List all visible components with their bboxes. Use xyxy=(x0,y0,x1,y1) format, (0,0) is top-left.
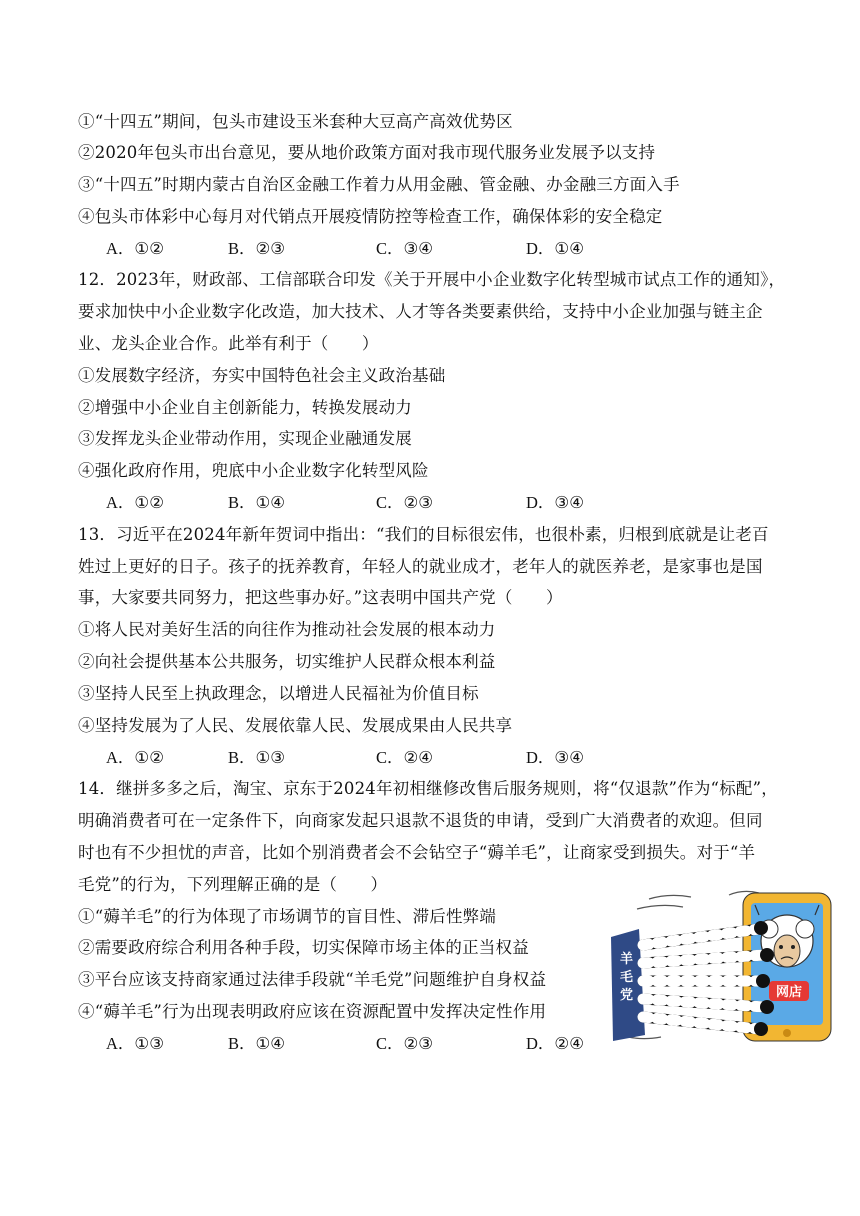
q12-statement-1: ①发展数字经济，夯实中国特色社会主义政治基础 xyxy=(78,366,446,385)
q14-option-a[interactable]: A．①③ xyxy=(106,1034,165,1053)
q12-stem-line-3: 业、龙头企业合作。此举有利于（ ） xyxy=(78,334,379,353)
q14-option-c[interactable]: C．②③ xyxy=(376,1034,434,1053)
q13-statement-4: ④坚持发展为了人民、发展依靠人民、发展成果由人民共享 xyxy=(78,716,513,735)
q13-statement-3: ③坚持人民至上执政理念，以增进人民福祉为价值目标 xyxy=(78,684,479,703)
q14-statement-4: ④“薅羊毛”行为出现表明政府应该在资源配置中发挥决定性作用 xyxy=(78,1002,547,1021)
q11-statement-1: ①“十四五”期间，包头市建设玉米套种大豆高产高效优势区 xyxy=(78,112,513,131)
q12-stem-line-1: 12．2023年，财政部、工信部联合印发《关于开展中小企业数字化转型城市试点工作的通知》， xyxy=(78,270,786,289)
q12-statement-3: ③发挥龙头企业带动作用，实现企业融通发展 xyxy=(78,429,412,448)
q12-option-b[interactable]: B．①④ xyxy=(228,493,286,512)
q14-stem-line-2: 明确消费者可在一定条件下，向商家发起只退款不退货的申请，受到广大消费者的欢迎。但同 xyxy=(78,811,763,830)
q13-option-d[interactable]: D．③④ xyxy=(526,748,585,767)
q14-options xyxy=(78,1034,638,1054)
sleeve-char-2: 毛 xyxy=(620,970,634,985)
q11-option-c[interactable]: C．③④ xyxy=(376,239,434,258)
wool-party-cartoon xyxy=(609,885,837,1045)
q13-stem-line-1: 13．习近平在2024年新年贺词中指出：“我们的目标很宏伟，也很朴素，归根到底就是让老百 xyxy=(78,525,769,544)
sleeve-char-3: 党 xyxy=(620,988,634,1003)
q14-option-b[interactable]: B．①④ xyxy=(228,1034,286,1053)
q12-stem-line-2: 要求加快中小企业数字化改造，加大技术、人才等各类要素供给，支持中小企业加强与链主企 xyxy=(78,302,763,321)
q13-option-a[interactable]: A．①② xyxy=(106,748,165,767)
q11-statement-4: ④包头市体彩中心每月对代销点开展疫情防控等检查工作，确保体彩的安全稳定 xyxy=(78,207,663,226)
q13-options xyxy=(78,748,638,768)
q14-statement-3: ③平台应该支持商家通过法律手段就“羊毛党”问题维护自身权益 xyxy=(78,970,547,989)
q12-statement-4: ④强化政府作用，兜底中小企业数字化转型风险 xyxy=(78,461,429,480)
q13-option-c[interactable]: C．②④ xyxy=(376,748,434,767)
q13-option-b[interactable]: B．①③ xyxy=(228,748,286,767)
q12-options xyxy=(78,493,638,513)
q11-option-a[interactable]: A．①② xyxy=(106,239,165,258)
q11-option-d[interactable]: D．①④ xyxy=(526,239,585,258)
q14-statement-1: ①“薅羊毛”的行为体现了市场调节的盲目性、滞后性弊端 xyxy=(78,907,497,926)
q11-option-b[interactable]: B．②③ xyxy=(228,239,286,258)
q11-statement-2: ②2020年包头市出台意见，要从地价政策方面对我市现代服务业发展予以支持 xyxy=(78,143,656,162)
q14-stem-line-1: 14．继拼多多之后，淘宝、京东于2024年初相继修改售后服务规则，将“仅退款”作为“标配”， xyxy=(78,779,778,798)
q13-stem-line-2: 姓过上更好的日子。孩子的抚养教育，年轻人的就业成才，老年人的就医养老，是家事也是国 xyxy=(78,557,763,576)
q11-options xyxy=(78,239,638,259)
q13-statement-2: ②向社会提供基本公共服务，切实维护人民群众根本利益 xyxy=(78,652,496,671)
shop-label: 网店 xyxy=(775,985,803,1000)
q12-option-c[interactable]: C．②③ xyxy=(376,493,434,512)
q13-stem-line-3: 事，大家要共同努力，把这些事办好。”这表明中国共产党（ ） xyxy=(78,588,563,607)
q12-option-a[interactable]: A．①② xyxy=(106,493,165,512)
q14-statement-2: ②需要政府综合利用各种手段，切实保障市场主体的正当权益 xyxy=(78,938,529,957)
q13-statement-1: ①将人民对美好生活的向往作为推动社会发展的根本动力 xyxy=(78,620,496,639)
sleeve-char-1: 羊 xyxy=(620,952,634,967)
q14-stem-line-4: 毛党”的行为，下列理解正确的是（ ） xyxy=(78,875,388,894)
q14-option-d[interactable]: D．②④ xyxy=(526,1034,585,1053)
q12-statement-2: ②增强中小企业自主创新能力，转换发展动力 xyxy=(78,398,412,417)
q14-stem-line-3: 时也有不少担忧的声音，比如个别消费者会不会钻空子“薅羊毛”，让商家受到损失。对于“羊 xyxy=(78,843,756,862)
q12-option-d[interactable]: D．③④ xyxy=(526,493,585,512)
q11-statement-3: ③“十四五”时期内蒙古自治区金融工作着力从用金融、管金融、办金融三方面入手 xyxy=(78,175,680,194)
